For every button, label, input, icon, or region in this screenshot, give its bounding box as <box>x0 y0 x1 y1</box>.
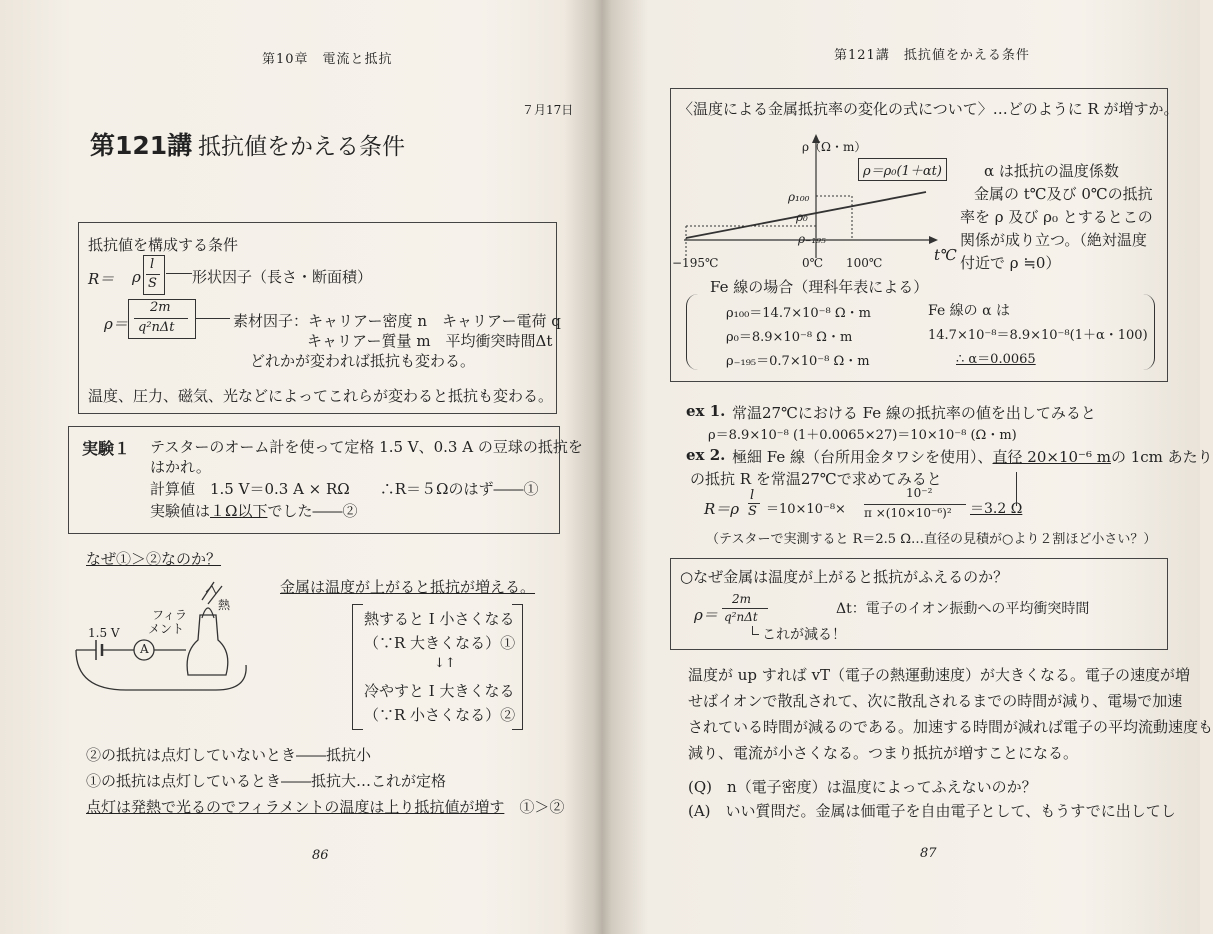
fe-alpha-answer: ∴ α＝0.0065 <box>956 352 1036 367</box>
box-title: 〈温度による金属抵抗率の変化の式について〉…どのように R が増すか。 <box>678 100 1179 118</box>
ex1-line-2: ρ＝8.9×10⁻⁸ (1＋0.0065×27)＝10×10⁻⁸ (Ω・m) <box>708 428 1017 443</box>
ex2-line1-underlined: 直径 20×10⁻⁶ m <box>992 448 1111 466</box>
fe-rho195: ρ₋₁₉₅＝0.7×10⁻⁸ Ω・m <box>726 354 870 369</box>
right-page-number: 87 <box>920 846 937 861</box>
ex2-calc-mid: ＝10×10⁻⁸× <box>766 502 846 517</box>
r-eq-lhs: R＝ <box>88 270 115 288</box>
graph-rho100: ρ₁₀₀ <box>788 190 810 204</box>
filament-label-2: メント <box>148 622 185 636</box>
temperature-line: 温度、圧力、磁気、光などによってこれらが変わると抵抗も変わる。 <box>88 387 554 405</box>
material-line-3: どれかが変われば抵抗も変わる。 <box>250 352 476 370</box>
right-page <box>602 0 1213 934</box>
experiment-label: 実験１ <box>82 439 131 458</box>
frac-line <box>146 274 160 275</box>
exp-line4-underlined: １Ω以下 <box>210 502 268 520</box>
ex2-denominator: π ×(10×10⁻⁶)² <box>864 506 952 520</box>
material-line-2: キャリアー質量 m 平均衝突時間Δt <box>307 332 553 350</box>
ex2-calc-lhs: R＝ρ <box>704 500 740 518</box>
frac-line-2 <box>134 318 188 319</box>
fe-alpha-title: Fe 線の α は <box>928 303 1011 319</box>
graph-formula: ρ＝ρ₀(1＋αt) <box>858 158 947 181</box>
filament-label-1: フィラ <box>152 608 188 622</box>
alpha-line-2: 金属の t℃及び 0℃の抵抗 <box>974 185 1153 203</box>
why-dt: Δt：電子のイオン振動への平均衝突時間 <box>836 601 1090 617</box>
ex2-annotation-arrow <box>1016 472 1018 506</box>
answer-line: (A) いい質問だ。金属は価電子を自由電子として、もうすでに出してし <box>688 802 1176 820</box>
why-pointer <box>752 626 759 635</box>
graph-rho195: ρ₋₁₉₅ <box>798 232 826 246</box>
right-running-header: 第121講 抵抗値をかえる条件 <box>834 48 1030 63</box>
graph-x-zero: 0℃ <box>802 256 824 270</box>
alpha-line-1: α は抵抗の温度係数 <box>984 162 1119 180</box>
why-decrease: これが減る！ <box>762 627 846 643</box>
bracket-line-4: （∵R 小さくなる）② <box>364 706 516 724</box>
material-line-1: 素材因子：キャリアー密度 n キャリアー電荷 q <box>233 312 561 330</box>
why-question: なぜ①＞②なのか？ <box>86 550 222 568</box>
paragraph-line-1: 温度が up すれば vT（電子の熱運動速度）が大きくなる。電子の速度が増 <box>688 666 1191 684</box>
final-underlined: 点灯は発熱で光るのでフィラメントの温度は上り抵抗値が増す <box>86 798 505 816</box>
ex2-frac-l: l <box>750 488 755 503</box>
ammeter-label: A <box>140 642 149 656</box>
frac-l: l <box>150 257 155 272</box>
lecture-number: 第121講 <box>90 131 193 160</box>
experiment-line-3: 計算値 1.5 V＝0.3 A × RΩ ∴R＝５Ωのはず――① <box>150 480 539 498</box>
resistance-1-line: ①の抵抗は点灯しているとき――抵抗大…これが定格 <box>86 772 447 790</box>
paragraph-line-3: されている時間が減るのである。加速する時間が減れば電子の平均流動速度も <box>688 718 1213 736</box>
ex2-main-frac-line <box>864 504 966 505</box>
ex2-frac-s: S <box>748 504 757 519</box>
experiment-line-2: はかれ。 <box>150 458 211 476</box>
ex2-line1-post: の 1cm あたり <box>1110 448 1213 466</box>
why-numerator: 2m <box>732 592 752 606</box>
ex2-line1-pre: 極細 Fe 線（台所用金タワシを使用）、 <box>732 448 993 466</box>
bracket-line-3: 冷やすと I 大きくなる <box>364 682 515 700</box>
ex2-result: ＝3.2 Ω <box>970 501 1023 517</box>
left-running-header: 第10章 電流と抵抗 <box>262 52 393 67</box>
bracket-line-2: （∵R 大きくなる）① <box>364 634 516 652</box>
alpha-line-4: 関係が成り立つ。（絶対温度 <box>960 231 1147 249</box>
paragraph-line-4: 減り、電流が小さくなる。つまり抵抗が増すことになる。 <box>688 744 1079 762</box>
why-box-title: ○なぜ金属は温度が上がると抵抗がふえるのか？ <box>680 568 1009 586</box>
left-bracket <box>352 604 363 730</box>
fe-left-paren <box>686 294 699 370</box>
graph-rho0: ρ₀ <box>796 210 808 224</box>
shape-factor-label: 形状因子（長さ・断面積） <box>192 268 373 286</box>
alpha-line-3: 率を ρ 及び ρ₀ とするとこの <box>960 208 1153 226</box>
left-page-number: 86 <box>312 848 329 863</box>
shape-arrow <box>166 273 192 274</box>
heat-label: 熱 <box>218 598 231 612</box>
lecture-title: 抵抗値をかえる条件 <box>198 134 405 160</box>
material-arrow <box>196 318 230 319</box>
fe-rho0: ρ₀＝8.9×10⁻⁸ Ω・m <box>726 330 853 345</box>
final-post: ①＞② <box>519 798 565 816</box>
bracket-line-1: 熱すると I 小さくなる <box>364 610 515 628</box>
fe-alpha-equation: 14.7×10⁻⁸＝8.9×10⁻⁸(1＋α・100) <box>928 328 1148 343</box>
ex1-label: ex 1. <box>686 402 726 420</box>
why-denominator: q²nΔt <box>724 610 758 624</box>
ex1-line-1: 常温27℃における Fe 線の抵抗率の値を出してみると <box>732 404 1096 422</box>
frac-q2ndt: q²nΔt <box>138 320 175 335</box>
question-line: (Q) n（電子密度）は温度によってふえないのか？ <box>688 778 1037 796</box>
graph-x-100: 100℃ <box>846 256 883 270</box>
voltage-label: 1.5 V <box>88 626 120 640</box>
fe-title: Fe 線の場合（理科年表による） <box>710 278 929 296</box>
exp-line4-post: でした――② <box>267 502 358 520</box>
ex2-numerator: 10⁻² <box>906 486 933 500</box>
conditions-title: 抵抗値を構成する条件 <box>88 236 239 254</box>
resistance-2-line: ②の抵抗は点灯していないとき――抵抗小 <box>86 746 372 764</box>
graph-x-label: t℃ <box>934 246 957 264</box>
exp-line4-pre: 実験値は <box>150 502 211 520</box>
rho-eq-lhs: ρ＝ <box>104 315 128 333</box>
alpha-line-5: 付近で ρ ≒0） <box>960 254 1061 272</box>
final-line <box>86 796 564 817</box>
frac-2m: 2m <box>150 300 171 315</box>
bracket-arrows: ↓↑ <box>434 656 456 671</box>
why-rho: ρ＝ <box>694 606 718 624</box>
experiment-line-1: テスターのオーム計を使って定格 1.5 V、0.3 A の豆球の抵抗を <box>150 438 583 456</box>
why-frac-line <box>722 608 768 609</box>
graph-x-neg: −195℃ <box>672 256 719 270</box>
frac-s: S <box>148 276 157 291</box>
fe-rho100: ρ₁₀₀＝14.7×10⁻⁸ Ω・m <box>726 306 871 321</box>
ex2-tester-note: （テスターで実測すると R＝2.5 Ω…直径の見積が○より２割ほど小さい？） <box>706 532 1157 547</box>
metal-temperature-statement: 金属は温度が上がると抵抗が増える。 <box>280 578 536 596</box>
date-note: ７月17日 <box>522 103 574 117</box>
paragraph-line-2: せばイオンで散乱されて、次に散乱されるまでの時間が減り、電場で加速 <box>688 692 1183 710</box>
ex2-line-2: の抵抗 R を常温27℃で求めてみると <box>690 470 942 488</box>
left-page <box>0 0 598 934</box>
r-eq-rho: ρ <box>132 268 141 286</box>
graph-y-label: ρ（Ω・m） <box>802 140 867 154</box>
experiment-line-4 <box>150 500 357 521</box>
ex2-label: ex 2. <box>686 446 726 464</box>
ex2-line-1 <box>732 446 1213 467</box>
